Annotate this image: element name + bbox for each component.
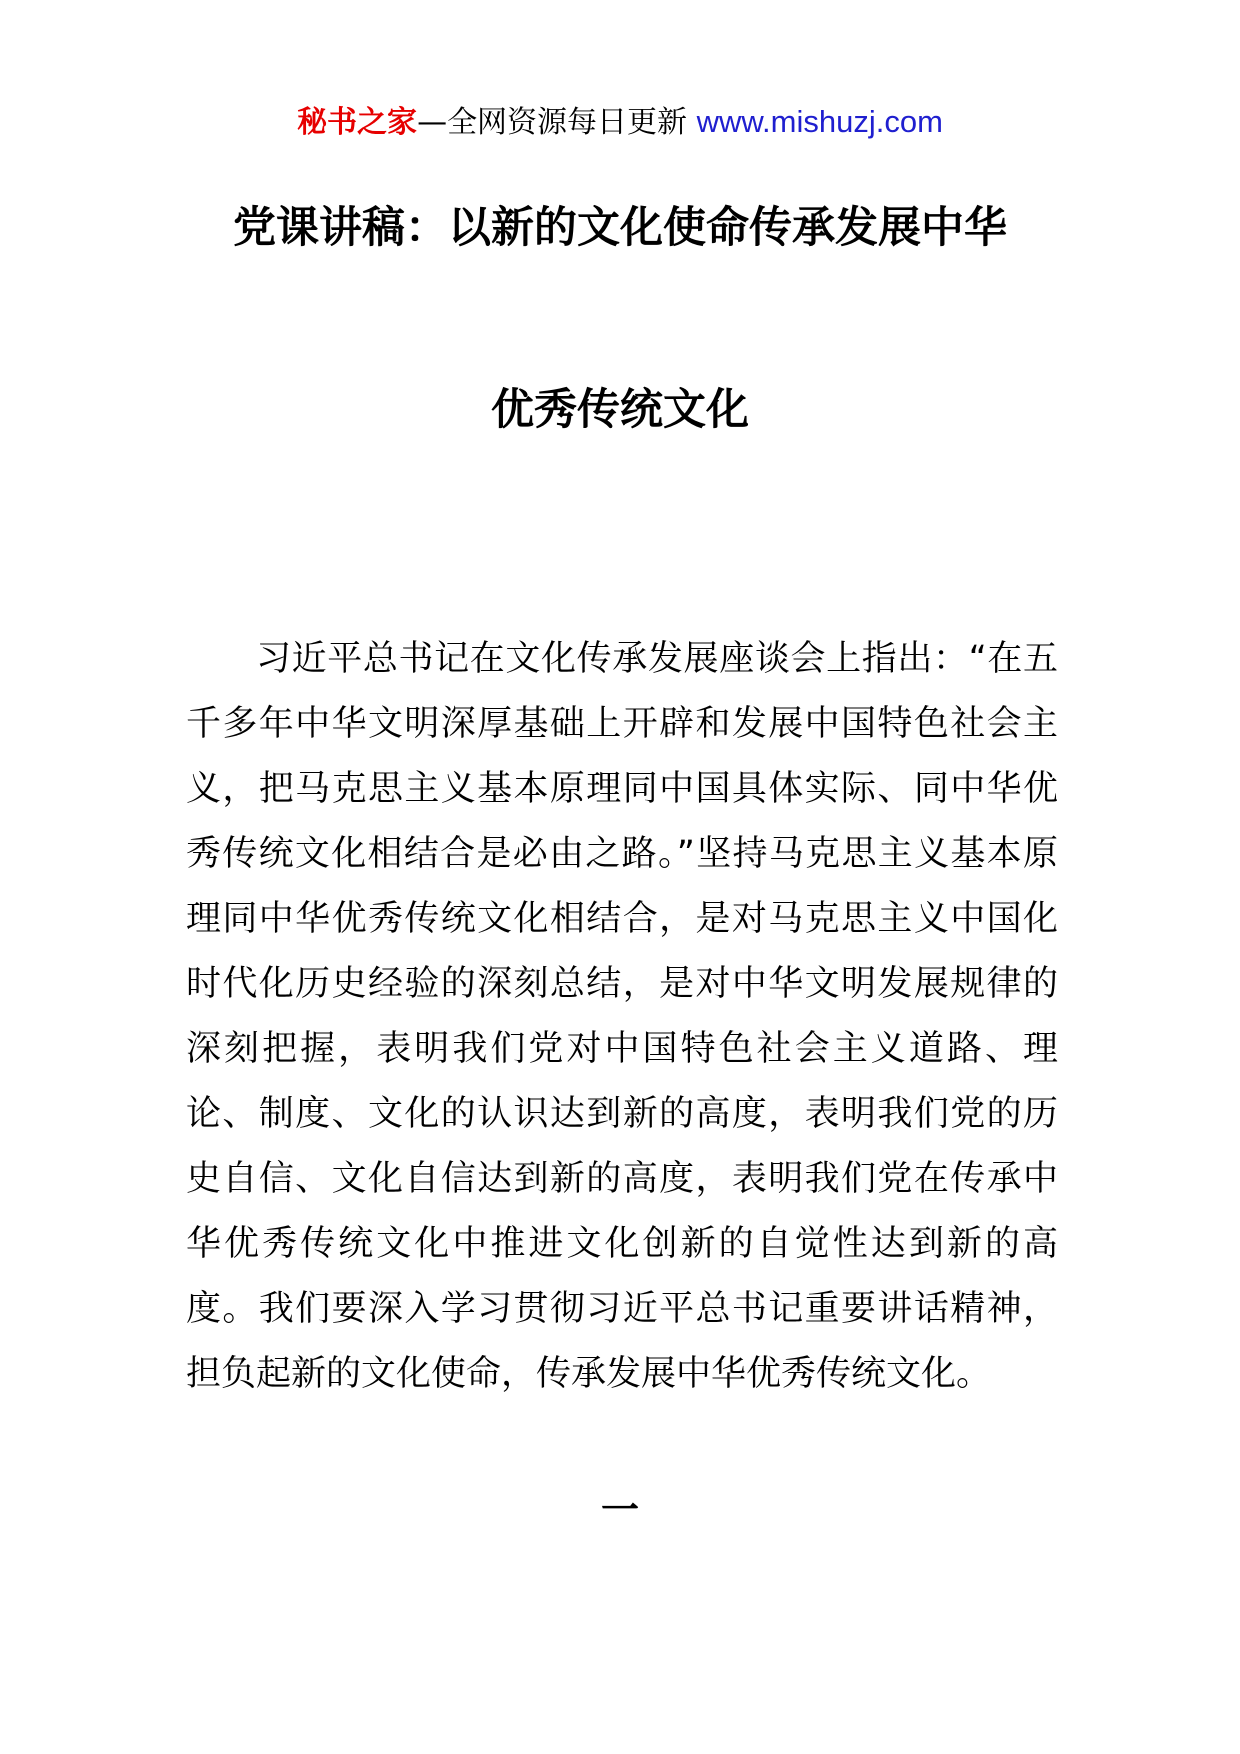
document-title-line-2: 优秀传统文化 [491, 385, 749, 435]
site-header [0, 100, 1240, 145]
brand-name: 秘书之家 [297, 105, 418, 140]
site-tagline: —全网资源每日更新 [417, 105, 697, 140]
section-heading-number: 一 [600, 1488, 639, 1532]
document-title-line-1: 党课讲稿：以新的文化使命传承发展中华 [233, 203, 1007, 253]
body-paragraph: 习近平总书记在文化传承发展座谈会上指出：“在五千多年中华文明深厚基础上开辟和发展中国特色社会主义，把马克思主义基本原理同中国具体实际、同中华优秀传统文化相结合是必由之路。”坚持马克思主义基本原理同中华优秀传统文化相结合，是对马克思主义中国化时代化历史经验的深刻总结，是对中华文明发展规律的深刻把握，表明我们党对中国特色社会主义道路、理论、制度、文化的认识达到新的高度，表明我们党的历史自信、文化自信达到新的高度，表明我们党在传承中华优秀传统文化中推进文化创新的自觉性达到新的高度。我们要深入学习贯彻习近平总书记重要讲话精神，担负起新的文化使命，传承发展中华优秀传统文化。 [186, 639, 1058, 1394]
site-url-link[interactable]: www.mishuzj.com [696, 104, 943, 139]
